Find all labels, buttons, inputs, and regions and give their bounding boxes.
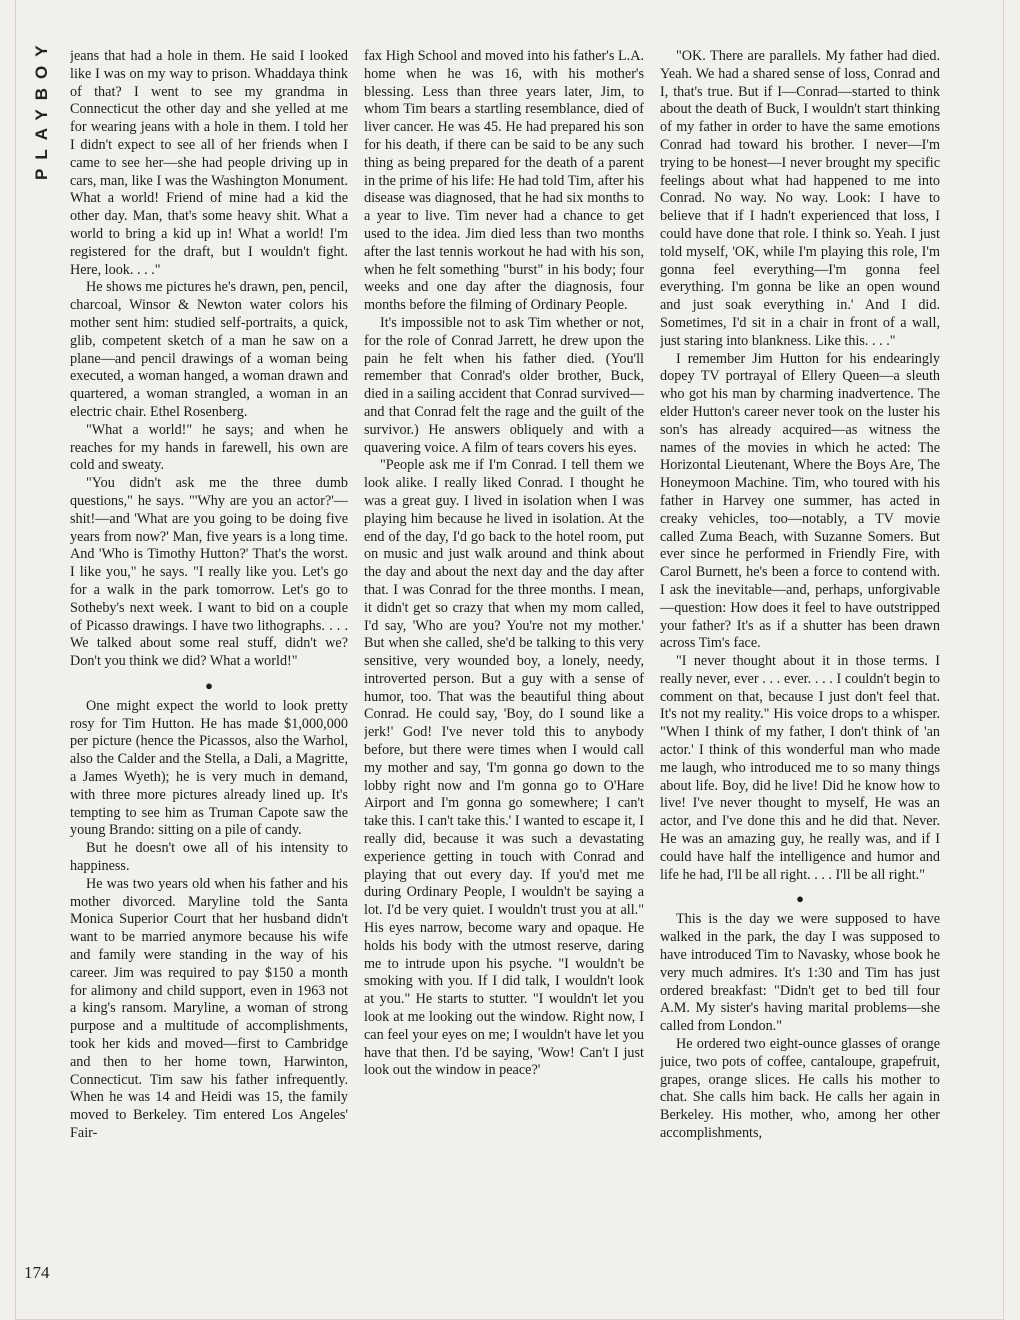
paragraph: "What a world!" he says; and when he reaches for my hands in farewell, his own are cold and sweaty. (70, 421, 348, 474)
page-number: 174 (24, 1263, 50, 1282)
paragraph: But he doesn't owe all of his intensity to happiness. (70, 840, 348, 875)
paragraph: "You didn't ask me the three dumb questions," he says. "'Why are you an actor?'—shit!—and 'What are you going to be doing five years from now?' Man, five years is a long time. And 'Who is Timothy Hutton?' That's the worst. I like you," he says. "I really like you. Let's go for a walk in the park tomorrow. Let's go to Sotheby's next week. I want to bid on a couple of Picasso drawings. I have two lithographs. . . . We talked about some real stuff, didn't we? Don't you think we did? What a world!" (70, 475, 348, 670)
paragraph: He ordered two eight-ounce glasses of orange juice, two pots of coffee, cantaloupe, grapefruit, grapes, orange slices. He calls his mother to chat. She calls him back. He calls her again in Berkeley. His mother, who, among her other accomplishments, (660, 1036, 940, 1142)
paragraph: This is the day we were supposed to have walked in the park, the day I was supposed to have introduced Tim to Navasky, whose book he very much admires. It's 1:30 and Tim has just ordered breakfast: "Didn't get to bed till four A.M. My sister's having marital problems—she called from London." (660, 911, 940, 1035)
page-right-edge (1003, 0, 1004, 1320)
section-break-bullet: ● (796, 891, 804, 907)
paragraph: One might expect the world to look pretty rosy for Tim Hutton. He has made $1,000,000 per picture (hence the Picassos, also the Warhol, also the Calder and the Stella, a Dali, a Magritte, a James Wyeth); he is very much in demand, with three more pictures already lined up. It's tempting to see him as Truman Capote saw the young Brando: sitting on a pile of candy. (70, 697, 348, 839)
column-3 (660, 48, 940, 1288)
paragraph: He shows me pictures he's drawn, pen, pencil, charcoal, Winsor & Newton water colors his mother sent him: studied self-portraits, a quick, glib, competent sketch of a man he saw on a plane—and pencil drawings of a woman being executed, a woman hanged, a woman drawn and quartered, a woman strangled, a woman in an electric chair. Ethel Rosenberg. (70, 279, 348, 420)
paragraph: It's impossible not to ask Tim whether or not, for the role of Conrad Jarrett, he drew upon the pain he felt when his father died. (You'll remember that Conrad's older brother, Buck, died in a sailing accident that Conrad survived—and that Conrad felt the rage and the guilt of the survivor.) He answers obliquely and with a quavering voice. A film of tears covers his eyes. (364, 314, 644, 456)
paragraph: "OK. There are parallels. My father had died. Yeah. We had a shared sense of loss, Conrad and I, that's true. But if I—Conrad—started to think about the death of Buck, I wouldn't start thinking of my father in order to have the same emotions Conrad had toward his brother. I never—I'm trying to be honest—I never brought my specific feelings about what had happened to me into Conrad. No way. No way. Look: I have to believe that if I hadn't experienced that loss, I could have done that role. I think so. Yeah. I just told myself, 'OK, while I'm playing this role, I'm gonna feel everything—I'm gonna feel everything. I'm gonna be like an open wound and just soak everything in.' And I did. Sometimes, I'd sit in a chair in front of a wall, just staring into blankness. Like this. . . ." (660, 48, 940, 349)
paragraph: jeans that had a hole in them. He said I looked like I was on my way to prison. Whaddaya think of that? I went to see my grandma in Connecticut the other day and she yelled at me for wearing jeans with a hole in them. I told her I didn't expect to see all of her friends when I came to see her—she had people driving up in cars, man, like I was the Washington Monument. What a world! Friend of mine had a kid the other day. Man, that's some heavy shit. What a world to bring a kid up in! What a world! I'm registered for the draft, but I wouldn't fight. Here, look. . . ." (70, 48, 348, 278)
paragraph: He was two years old when his father and his mother divorced. Maryline told the Santa Monica Superior Court that her husband didn't want to be married anymore because his wife and family were standing in the way of his career. Jim was required to pay $150 a month for alimony and child support, even in 1963 not a king's ransom. Maryline, a woman of strong purpose and a multitude of accomplishments, took her kids and moved—first to Cambridge and then to her home town, Harwinton, Connecticut. Tim saw his father infrequently. When he was 14 and Heidi was 15, the family moved to Berkeley. Tim entered Los Angeles' Fair- (70, 875, 348, 1142)
masthead-text: PLAYBOY (32, 36, 51, 180)
masthead (28, 36, 51, 184)
column-2 (364, 48, 644, 1288)
paragraph: "People ask me if I'm Conrad. I tell them we look alike. I really liked Conrad. I thought he was a great guy. I lived in isolation when I was playing him because he lived in isolation. At the end of the day, I'd go back to the hotel room, put on music and just walk around and think about the day and about the next day and the day after that. I was Conrad for the three months. I mean, it didn't get so crazy that when my mom called, I'd say, 'Who are you? You're not my mother.' But when she called, she'd be talking to this very sensitive, very wounded boy, a lonely, needy, introverted person. But a guy with a sense of humor, too. That was the beautiful thing about Conrad. He could say, 'Boy, do I sound like a jerk!' God! I've never told this to anybody before, but there were times when I would call my mother and say, 'I'm gonna go down to the lobby right now and I'm gonna go to O'Hare Airport and I'm gonna go somewhere; I can't take this. I can't take this.' I wanted to escape it, I really did, because it was such a devastating experience getting in touch with Conrad and playing that out every day. If you'd met me during Ordinary People, I wouldn't be saying a lot. I'd be very quiet. I wouldn't trust you at all." His eyes narrow, become wary and opaque. He holds his body with the utmost reserve, daring me to intrude upon his psyche. "I wouldn't be smoking with you. If I did talk, I wouldn't look at you." He starts to stutter. "I wouldn't let you look at me looking out the window. Right now, I can feel your eyes on me; I wouldn't have let you have that then. I'd be saying, 'Wow! Can't I just look out the window in peace?' (364, 457, 644, 1079)
page-left-edge (15, 0, 16, 1320)
paragraph: fax High School and moved into his father's L.A. home when he was 16, with his mother's blessing. Less than three years later, Jim, to whom Tim bears a startling resemblance, died of liver cancer. He was 45. He had prepared his son for his death, if there can be said to be any such thing as being prepared for the death of a parent in the prime of his life: He had told Tim, after his disease was diagnosed, that he had six months to a year to live. Tim never had a chance to get used to the idea. Jim died less than two months after the last tennis workout he had with his son, when he felt something "burst" in his body; four weeks and one day after the diagnosis, four months before the filming of Ordinary People. (364, 48, 644, 314)
paragraph: "I never thought about it in those terms. I really never, ever . . . ever. . . . I couldn't begin to comment on that, because I just don't feel that. It's not my reality." His voice drops to a whisper. "When I think of my father, I don't think of 'an actor.' I think of this wonderful man who made me laugh, who introduced me to so many things about life. Boy, did he live! Did he know how to live! I've never thought to myself, He was an actor, and I've done this and he did that. Never. He was an amazing guy, he really was, and if I could have half the intelligence and humor and life he had, I'll be all right. . . . I'll be all right." (660, 653, 940, 883)
section-break-bullet: ● (205, 677, 213, 693)
column-1 (70, 48, 348, 1288)
paragraph: I remember Jim Hutton for his endearingly dopey TV portrayal of Ellery Queen—a sleuth who got his man by charming inadvertence. The elder Hutton's career never took on the luster his son's has already acquired—as witness the names of the movies in which he acted: The Horizontal Lieutenant, Where the Boys Are, The Honeymoon Machine. Tim, who toured with his father in Harvey one summer, has acted in creaky vehicles, too—notably, a TV movie called Zuma Beach, with Suzanne Somers. But ever since he performed in Friendly Fire, with Carol Burnett, he's been a force to contend with. I ask the inevitable—and, perhaps, unforgivable—question: How does it feel to have outstripped your father? It's as if a shutter has been drawn across Tim's face. (660, 350, 940, 652)
